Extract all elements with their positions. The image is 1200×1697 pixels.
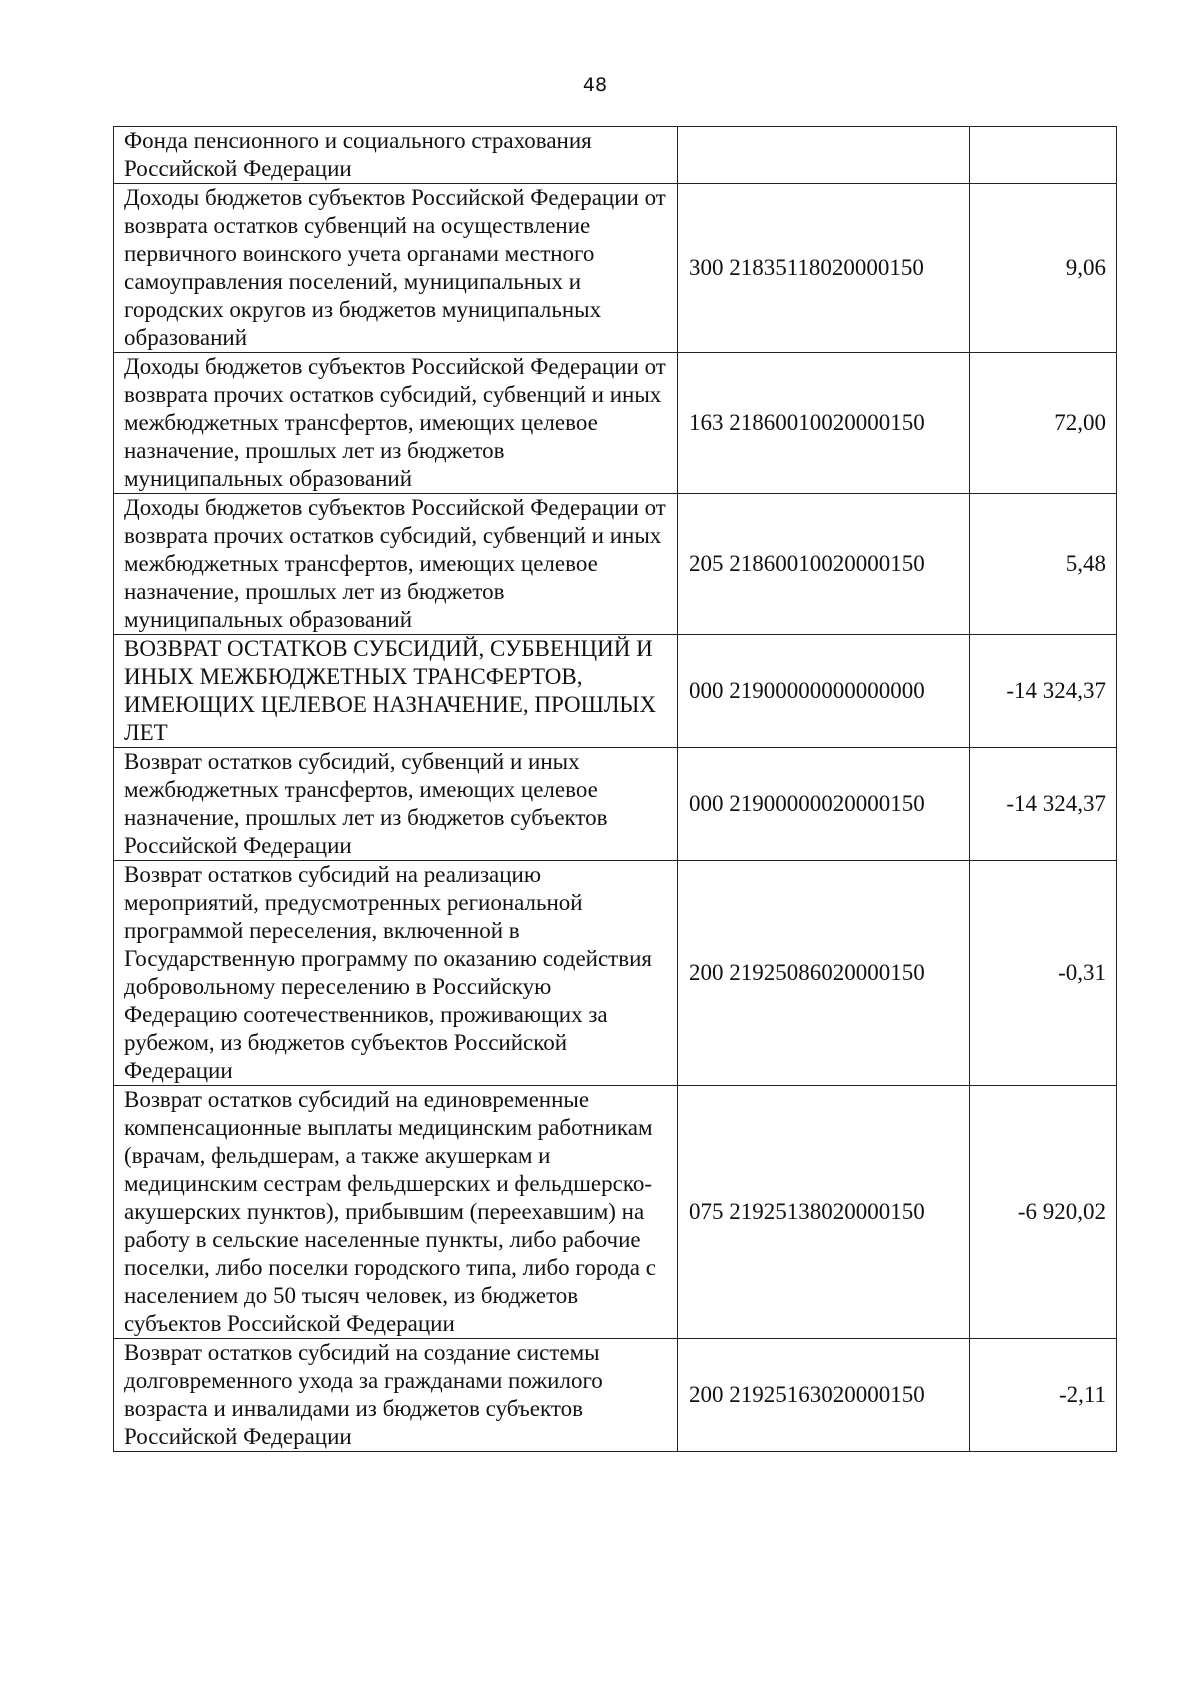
amount-cell: -2,11 xyxy=(970,1339,1117,1452)
amount-cell: 5,48 xyxy=(970,494,1117,635)
revenue-name-cell: Фонда пенсионного и социального страхования Российской Федерации xyxy=(114,127,678,184)
revenue-name-cell: Доходы бюджетов субъектов Российской Федерации от возврата прочих остатков субсидий, субвенций и иных межбюджетных трансфертов, имеющих целевое назначение, прошлых лет из бюджетов муниципальных образований xyxy=(114,353,678,494)
table-row xyxy=(114,1086,1117,1339)
budget-code-cell: 075 21925138020000150 xyxy=(678,1086,970,1339)
table-row xyxy=(114,184,1117,353)
table-row xyxy=(114,861,1117,1086)
amount-cell: 9,06 xyxy=(970,184,1117,353)
budget-code-cell: 300 21835118020000150 xyxy=(678,184,970,353)
revenue-name-cell: Доходы бюджетов субъектов Российской Федерации от возврата остатков субвенций на осуществление первичного воинского учета органами местного самоуправления поселений, муниципальных и городских округов из бюджетов муниципальных образований xyxy=(114,184,678,353)
budget-revenue-table xyxy=(113,126,1117,1452)
amount-cell: -0,31 xyxy=(970,861,1117,1086)
budget-code-cell xyxy=(678,127,970,184)
table-row xyxy=(114,1339,1117,1452)
page-number: 48 xyxy=(582,74,608,96)
budget-code-cell: 163 21860010020000150 xyxy=(678,353,970,494)
revenue-name-cell: Возврат остатков субсидий на реализацию мероприятий, предусмотренных региональной программой переселения, включенной в Государственную программу по оказанию содействия добровольному переселению в Российскую Федерацию соотечественников, проживающих за рубежом, из бюджетов субъектов Российской Федерации xyxy=(114,861,678,1086)
revenue-name-cell: Возврат остатков субсидий, субвенций и иных межбюджетных трансфертов, имеющих целевое назначение, прошлых лет из бюджетов субъектов Российской Федерации xyxy=(114,748,678,861)
budget-code-cell: 205 21860010020000150 xyxy=(678,494,970,635)
table-row xyxy=(114,635,1117,748)
budget-code-cell: 200 21925163020000150 xyxy=(678,1339,970,1452)
table-row xyxy=(114,748,1117,861)
budget-code-cell: 200 21925086020000150 xyxy=(678,861,970,1086)
table-row xyxy=(114,353,1117,494)
budget-code-cell: 000 21900000000000000 xyxy=(678,635,970,748)
amount-cell: -14 324,37 xyxy=(970,748,1117,861)
amount-cell: 72,00 xyxy=(970,353,1117,494)
table-row xyxy=(114,127,1117,184)
revenue-name-cell: Возврат остатков субсидий на создание системы долговременного ухода за гражданами пожилого возраста и инвалидами из бюджетов субъектов Российской Федерации xyxy=(114,1339,678,1452)
revenue-name-cell: ВОЗВРАТ ОСТАТКОВ СУБСИДИЙ, СУБВЕНЦИЙ И ИНЫХ МЕЖБЮДЖЕТНЫХ ТРАНСФЕРТОВ, ИМЕЮЩИХ ЦЕЛЕВОЕ НАЗНАЧЕНИЕ, ПРОШЛЫХ ЛЕТ xyxy=(114,635,678,748)
amount-cell: -6 920,02 xyxy=(970,1086,1117,1339)
amount-cell: -14 324,37 xyxy=(970,635,1117,748)
revenue-name-cell: Доходы бюджетов субъектов Российской Федерации от возврата прочих остатков субсидий, субвенций и иных межбюджетных трансфертов, имеющих целевое назначение, прошлых лет из бюджетов муниципальных образований xyxy=(114,494,678,635)
amount-cell xyxy=(970,127,1117,184)
revenue-name-cell: Возврат остатков субсидий на единовременные компенсационные выплаты медицинским работникам (врачам, фельдшерам, а также акушеркам и медицинским сестрам фельдшерских и фельдшерско-акушерских пунктов), прибывшим (переехавшим) на работу в сельские населенные пункты, либо рабочие поселки, либо поселки городского типа, либо города с населением до 50 тысяч человек, из бюджетов субъектов Российской Федерации xyxy=(114,1086,678,1339)
budget-code-cell: 000 21900000020000150 xyxy=(678,748,970,861)
table-row xyxy=(114,494,1117,635)
